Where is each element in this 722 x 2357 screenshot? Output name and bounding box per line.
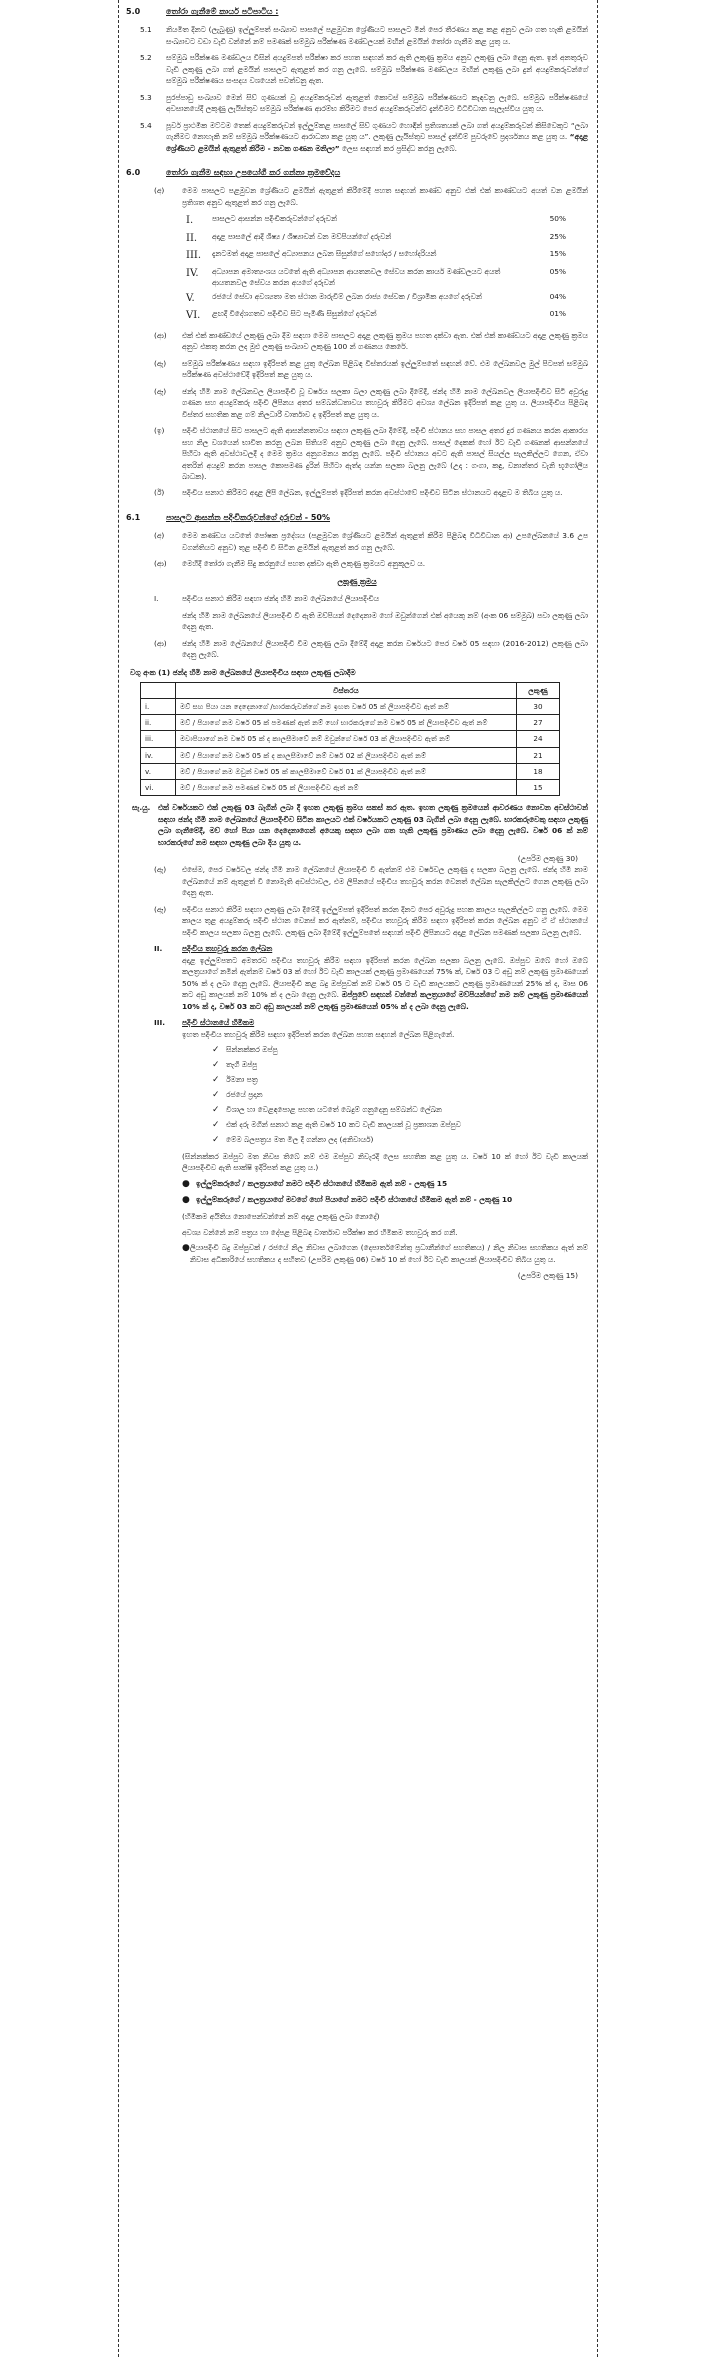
clause-text: පදිංචිය සනාථ කිරීමට අදාළ ලිපි ලේඛන, ඉල්ලුම්පත් ඉදිරිපත් කරන අවස්ථාවේ පදිංචිව සිටින ස්ථානයට අදාළව ම තිබිය යුතු ය.	[182, 488, 563, 498]
category-text: රජයේ සේවා අවශ්‍යතා මත ස්ථාන මාරුවීම් ලබන රාජ්‍ය සේවක / විශ්‍රාමික අයගේ දරුවන්	[212, 291, 482, 301]
note	[132, 802, 588, 848]
category-row	[186, 266, 566, 289]
category-percent: 15%	[549, 249, 566, 259]
checkmark-icon: ✓	[212, 1059, 220, 1070]
clause-label: (ඊ)	[154, 488, 165, 498]
category-list	[186, 213, 566, 323]
marks-text: ඡන්ද හිමි නාම ලේඛනයේ ලියාපදිංචි වී ඇති ඔව්පියන් දෙදෙනාම හෝ ඔවුන්ගෙන් එක් අයෙකු නම් (අංක 06 සම්මුඛ) පවා ලකුණු ලබා දෙනු ඇත.	[182, 610, 588, 632]
clause-label: (ඈ)	[154, 386, 167, 396]
clause-label: (ඈ)	[154, 904, 167, 914]
row-description: මව් / පියාගේ නම වර්ෂ 05 ක් ද කාලසීමාවේ නම් වර්ෂ 02 ක් ලියාපදිංචිව ඇත් නම්	[176, 747, 517, 763]
max-marks: (උපරිම ලකුණු 15)	[517, 1271, 578, 1281]
bullet-icon: ●	[182, 1178, 190, 1189]
clause-text: එක් එක් කාණ්ඩයේ ලකුණු ලබා දීම සඳහා මෙම පාසලට අදාළ ලකුණු ක්‍රමය පහත දක්වා ඇත. එක් එක් කාණ්ඩයට අදාළ ලකුණු ක්‍රමය අනුව එකතු කරන ලද මුළු ලකුණු සංඛ්‍යාව ලකුණු 100 න් ගණනය කෙරේ.	[182, 330, 588, 352]
marks-text: ඡන්ද හිමි නාම ලේඛනයේ ලියාපදිංචි වීම ලකුණු ලබා දීමේදී අදාළ කරන වර්ෂයට පෙර වර්ෂ 05 සඳහා (2016-2012) ලකුණු ලබා දෙනු ලැබේ.	[182, 638, 588, 660]
section-number: 5.0	[126, 7, 141, 16]
bullet-text: ඉල්ලුම්කරුගේ / කලත්‍රයාගේ මවගේ හෝ පියාගේ නමට පදිංචි ස්ථානයේ හිමිකම ඇත් නම් - ලකුණු 10	[196, 1195, 513, 1205]
bullets-note: (හිමිකම අයිතිය නොපෙන්වන්නේ නම් අදාළ ලකුණු ලබා නොදේ)	[182, 1212, 380, 1222]
clause-6-1-d	[154, 904, 588, 938]
check-text: මේම බලපත්‍රය මත මිල දී ගන්නා ලද (අනිවාර්ය)	[226, 1134, 374, 1144]
clause-text-main: පූර්ව ප්‍රාථමික මට්ටම තෙක් අයදුම්කරුවන් ඉල්ලුම්කළ පාසලේ සිව් ගුණයට හොඳින් ප්‍රතිශතයක් ලබා ගත් අයදුම්කරුවන් කිසිවෙකුට “ලබා ගැනීමට නොහැකි නම් සම්මුඛ පරීක්ෂණයට ආරාධනා කළ යුතු ය”. ලකුණු ලැයිස්තුව පාසල් දැන්වීම් පුවරුවේ ප්‍රදර්ශනය කළ යුතු ය.	[166, 120, 588, 142]
category-row	[186, 308, 566, 324]
check-item	[212, 1044, 588, 1058]
clause-5-3	[140, 92, 588, 115]
bullet-icon: ●	[182, 1243, 190, 1254]
clause-text: පදිංචි ස්ථානයේ සිට පාසලට ඇති ආසන්නතාවය සඳහා ලකුණු ලබා දීමේදී, පදිංචි ස්ථානය සහ පාසල අතර දුර ගණනය කරන ආකාරය සහ නිල වශයෙන් භාවිත කරනු ලබන සිතියම් අනුව ලකුණු ලබා දෙනු ලැබේ. පාසල් දෙකක් හෝ ඊට වැඩි ගණනක් ආසන්නයේ පිහිටා ඇති අවස්ථාවලදී ද මෙම ක්‍රමය අනුගමනය කරනු ලැබේ. පදිංචි ස්ථානය අවට ඇති පාසල් සියල්ල සැලකිල්ලට ගෙන, ඒවා අතරින් අයදුම් කරන පාසල කොපමණ දුරින් පිහිටා ඇත්ද යන්න සලකා බලනු ලැබේ (උදා : ගංගා, කඳු, වනාන්තර වැනි භූගෝලීය බාධක).	[182, 426, 588, 481]
bullet-item	[182, 1178, 588, 1192]
table-row	[141, 731, 560, 747]
check-text: ඊමනා පත්‍ර	[226, 1074, 258, 1084]
table-row	[141, 747, 560, 763]
table-header: ලකුණු	[517, 683, 560, 699]
marks-table	[140, 682, 560, 796]
category-percent: 05%	[549, 266, 566, 276]
category-text: අදාළ පාසලේ ආදි ශිෂ්‍ය / ශිෂ්‍යාවන් වන මව්පියන්ගේ දරුවන්	[212, 231, 392, 241]
marks-label: I.	[154, 594, 159, 604]
category-number: V.	[186, 292, 195, 304]
row-score: 30	[517, 699, 560, 715]
clause-text: එසේම, පෙර වර්ෂවල ඡන්ද හිමි නාම ලේඛනයේ ලියාපදිංචි වී ඇත්නම් එම වර්ෂවල ලකුණු ද සලකා බලනු ලැබේ. ඡන්ද හිමි නාම ලේඛනයේ නම් ඇතුළත් වී නොමැති අවස්ථාවල, එම ලිපිනයේ පදිංචිය තහවුරු කරන වෙනත් ලේඛන සැලකිල්ලට ගෙන ලකුණු ලබා දෙනු ඇත.	[182, 865, 588, 898]
section-6-0	[126, 167, 588, 179]
clause-text	[166, 120, 588, 154]
note-label: සැ.යු.	[132, 803, 151, 813]
section-6-1	[126, 512, 588, 524]
clause-text: පුරප්පාඩු සංඛ්‍යාව මෙන් සිව් ගුණයක් වූ අයදුම්කරුවන් ඇතුළත් කොටස් සම්මුඛ පරීක්ෂණයට කැඳවනු ලැබේ. සම්මුඛ පරීක්ෂණයේ අවසානයේදී ලකුණු ලැයිස්තුව සම්මුඛ පරීක්ෂණ ආරම්භ කිරීමට පෙර අයදුම්කරුවන්ට දැන්වීමට විධිවිධාන සැලැස්විය යුතු ය.	[166, 92, 588, 114]
category-row	[186, 231, 566, 247]
row-score: 27	[517, 715, 560, 731]
category-percent: 25%	[549, 231, 566, 241]
section-ii	[154, 943, 588, 1012]
category-row	[186, 248, 566, 264]
checkmark-icon: ✓	[212, 1074, 220, 1085]
bullets-followup: අවශ්‍ය වන්නේ නම් පත්‍රය හා දේපළ පිළිබඳ වාර්තාව පරීක්ෂා කර හිමිකම තහවුරු කර ගනී.	[182, 1227, 458, 1237]
clause-number: 5.1	[140, 25, 152, 35]
clause-6-f	[154, 487, 588, 498]
clause-text: සම්මුඛ පරීක්ෂණ මණ්ඩලය විසින් අයදුම්පත් පරීක්ෂා කර පහත සඳහන් කර ඇති ලකුණු ක්‍රමය අනුව ලකුණු ලබා දෙනු ඇත. ඉන් අනතුරුව වැඩි ලකුණු ලබා ගත් ළමයින් පාසලට ඇතුළත් කර ගනු ලැබේ. සම්මුඛ පරීක්ෂණ මණ්ඩලය මඟින් ලකුණු ලබා දුන් අයදුම්කරුවන්ගේ සම්මුඛ පරීක්ෂණය සංසදය වශයෙන් පවත්වනු ඇත.	[166, 53, 588, 86]
category-number: II.	[186, 232, 198, 244]
clause-6-1-a	[154, 530, 588, 553]
table-header-row	[141, 683, 560, 699]
category-number: I.	[186, 215, 194, 227]
marks-text: පදිංචිය සනාථ කිරීම සඳහා ඡන්ද හිමි නාම ලේඛනයේ ලියාපදිංචිය	[182, 594, 380, 604]
category-percent: 04%	[549, 291, 566, 301]
category-number: III.	[186, 250, 202, 262]
row-description: මව් / පියාගේ නම වර්ෂ 05 ක් පමණක් ඇත් නම් හෝ භාරකරුගේ නම වර්ෂ 05 ක් ලියාපදිංචිව ඇත් නම්	[176, 715, 517, 731]
clause-label: (අ)	[154, 531, 165, 541]
clause-6-1-b	[154, 558, 588, 569]
section-ii-text: අදාළ ඉල්ලුම්පතට අමතරව පදිංචිය තහවුරු කිරීම සඳහා ඉදිරිපත් කරන ලේඛන සලකා බලනු ලැබේ. ඔප්පුව ඔබේ හෝ ඔබේ කලත්‍රයාගේ නමින් ඇත්නම් වර්ෂ 03 ක් හෝ ඊට වැඩි කාලයක් ලකුණු ප්‍රමාණයෙන් 75% ක්, වර්ෂ 03 ට අඩු නම් ලකුණු ප්‍රමාණයෙන් 50% ක් ද ලබා දෙනු ලැබේ. ලියාපදිංචි කළ බදු ඔප්පුවක් නම් වර්ෂ 05 ට වැඩි කාලයකට ලකුණු ප්‍රමාණයෙන් 25% ක් ද, මාස 06 කට අඩු කාලයක් නම් 10% ක් ද ලබා දෙනු ලැබේ.	[182, 955, 588, 1000]
category-percent: 01%	[549, 309, 566, 319]
table-header	[141, 683, 176, 699]
section-iii-text: ඉහත පදිංචිය තහවුරු කිරීම සඳහා ඉදිරිපත් කරන ලේඛන පහත සඳහන් ලේඛන පිළිගැනේ.	[182, 1029, 455, 1039]
check-text: රජයේ ප්‍රදාන	[226, 1089, 263, 1099]
category-text: පාසලට ආසන්න පදිංචිකරුවන්ගේ දරුවන්	[212, 214, 337, 224]
category-text: දැනටමත් අදාළ පාසලේ අධ්‍යාපනය ලබන සිසුන්ගේ සහෝදර / සහෝදරියන්	[212, 249, 437, 259]
category-row	[186, 213, 566, 229]
check-item	[212, 1119, 588, 1133]
clause-label: (අ)	[154, 186, 165, 196]
category-number: IV.	[186, 267, 199, 279]
clause-6-d	[154, 386, 588, 420]
section-title: තෝරා ගැනීමේ කාර්ය පටිපාටිය :	[166, 7, 279, 16]
clause-6-a	[154, 185, 588, 208]
marks-item	[182, 610, 588, 633]
marks-item	[154, 638, 588, 661]
clause-5-2	[140, 52, 588, 86]
category-text: අධ්‍යාපන අමාත්‍යංශය යටතේ ඇති අධ්‍යාපන ආයතනවල සේවය කරන කාර්ය මණ්ඩලයට අයත් ආයතනවල සේවය කරන අයගේ දරුවන්	[212, 266, 501, 288]
row-number: i.	[141, 699, 176, 715]
row-score: 24	[517, 731, 560, 747]
checkmark-icon: ✓	[212, 1119, 220, 1130]
row-score: 18	[517, 763, 560, 779]
section-ii-bold: ඔප්පුවේ සඳහන් වන්නේ කලත්‍රයාගේ මව්පියන්ගේ නම නම් ලකුණු ප්‍රමාණයෙන් 10% ක් ද, වර්ෂ 03 කට අඩු කාලයක් නම් ලකුණු ප්‍රමාණයෙන් 05% ක් ද ලබා දෙනු ලැබේ.	[182, 990, 588, 1011]
check-item	[212, 1104, 588, 1118]
section-iii	[154, 1017, 588, 1265]
clause-number: 5.3	[140, 92, 152, 102]
section-ii-title: පදිංචිය තහවුරු කරන ලේඛන	[182, 944, 273, 954]
max-marks: (උපරිම ලකුණු 30)	[517, 853, 578, 863]
clause-label: (ආ)	[154, 330, 167, 340]
table-row	[141, 779, 560, 795]
checkmark-icon: ✓	[212, 1134, 220, 1145]
row-number: v.	[141, 763, 176, 779]
clause-text: ඡන්ද හිමි නාම ලේඛනවල ලියාපදිංචි වූ වර්ෂය සලකා බලා ලකුණු ලබා දීමේදී, ඡන්ද හිමි නාම ලේඛනවල ලියාපදිංචිව සිටි අවුරුදු ගණන සහ අයදුම්කරු පදිංචි ලිපිනය අතර සම්බන්ධතාවය තහවුරු කිරීමට අවශ්‍ය ලේඛන ඉදිරිපත් කළ යුතු ය. ලියාපදිංචිය පිළිබඳ විස්තර සහතික කළ ගම් නිලධාරී වාර්තාව ද ඉදිරිපත් කළ යුතු ය.	[182, 386, 588, 419]
table-row	[141, 763, 560, 779]
section-iii-label: III.	[154, 1018, 166, 1028]
row-number: iv.	[141, 747, 176, 763]
clause-text: පදිංචිය සනාථ කිරීම සඳහා ලකුණු ලබා දීමේදී ඉල්ලුම්පත් ඉදිරිපත් කරන දිනට පෙර අවුරුදු පහක කාලය සැලකිල්ලට ගනු ලැබේ. මෙම කාලය තුළ අයදුම්කරු පදිංචි ස්ථාන වෙනස් කර ඇත්නම්, පදිංචිය තහවුරු කිරීම සඳහා ඉදිරිපත් කරන ලේඛන අනුව ඒ ඒ ස්ථානයේ පදිංචි කාලය සලකා බලනු ලැබේ. ලකුණු ලබා දීමේදී ඉල්ලුම්පතේ සඳහන් පදිංචි ලිපිනයට අදාළ ලේඛන පමණක් සලකා බලනු ලැබේ.	[182, 904, 588, 937]
marks-label: (ආ)	[154, 638, 167, 648]
row-number: iii.	[141, 731, 176, 747]
bullet-text: ඉල්ලුම්කරුගේ / කලත්‍රයාගේ නමට පදිංචි ස්ථානයේ හිමිකම ඇත් නම් - ලකුණු 15	[196, 1178, 448, 1188]
category-percent: 50%	[549, 214, 566, 224]
bullet-text: ලියාපදිංචි බදු ඔප්පුවක් / රජයේ නිල නිවාස ලබාගෙන (දෙපාර්තමේන්තු ප්‍රධානීන්ගේ සහතිකය) / නිල නිවාස සහතිකය ඇත් නම් නිවාස අධිකාරියේ සහතිකය ද සහිතව (උපරිම ලකුණු 06) වර්ෂ 10 ක් හෝ ඊට වැඩි කාලයක් ලියාපදිංචිව තිබිය යුතු ය.	[189, 1243, 588, 1264]
section-title: පාසලට ආසන්න පදිංචිකරුවන්ගේ දරුවන් - 50%	[166, 512, 331, 522]
checkmark-icon: ✓	[212, 1045, 220, 1056]
check-item	[212, 1074, 588, 1088]
check-text: එක් දරු මගින් සනාථ කළ ඇති වර්ෂ 10 කට වැඩි කාලයක් වූ ප්‍රකාශන ඔප්පුව	[226, 1119, 461, 1129]
clause-label: (ඇ)	[154, 358, 167, 368]
clause-6-b	[154, 330, 588, 353]
clause-text: මෙම කණ්ඩය යටතේ පෝෂක ප්‍රදේශය (පළමුවන ශ්‍රේණියට ළමයින් ඇතුළත් කිරීම පිළිබඳ විධිවිධාන ආ) උපලේඛනයේ 3.6 උප වගන්තියට අනුව) තුළ පදිංචි වී සිටින ළමයින් ඇතුළත් කර ගනු ලැබේ.	[182, 531, 588, 552]
row-description: මව් සහ පියා යන දෙදෙනාගේ /භාරකරුවන්ගේ නම ඉහත වර්ෂ 05 ක් ලියාපදිංචිව ඇත් නම්	[176, 699, 517, 715]
clause-text: මෙම පාසලට පළමුවන ශ්‍රේණියට ළමයින් ඇතුළත් කිරීමේදී පහත සඳහන් කාණ්ඩ අනුව එක් එක් කාණ්ඩයට අයත් වන ළමයින් ප්‍රතිශත අනුව ඇතුළත් කර ගනු ලැබේ.	[182, 186, 588, 207]
clause-label: (ඇ)	[154, 865, 167, 875]
clause-6-e	[154, 425, 588, 482]
row-description: මව් / පියාගේ නම ඔවුන් වර්ෂ 05 ක් කාලසීමාවේ වර්ෂ 01 ක් ලියාපදිංචිව ඇත් නම්	[176, 763, 517, 779]
clause-number: 5.2	[140, 53, 152, 63]
clause-number: 5.4	[140, 120, 152, 130]
check-text: විශාල හා වෙළඳපොළ පහත යටතේ බෙදුම් ගනුදෙනු සම්බන්ධ ලේඛන	[226, 1104, 442, 1114]
marks-item	[154, 593, 588, 604]
row-score: 21	[517, 747, 560, 763]
bullet-item	[182, 1242, 588, 1265]
check-text: සින්නක්කර ඔප්පු	[226, 1045, 278, 1055]
row-number: vi.	[141, 779, 176, 795]
clause-label: (ඉ)	[154, 426, 165, 436]
section-title: තෝරා ගැනීම සඳහා උපයෝගී කර ගන්නා ක්‍රමවේදය	[166, 168, 341, 178]
section-iii-title: පදිංචි ස්ථානයේ හිමිකම	[182, 1018, 255, 1028]
row-description: මව් / පියාගේ නම පමණක් වර්ෂ 05 ක් ලියාපදිංචිව ඇත් නම්	[176, 779, 517, 795]
check-text: තෑගි ඔප්පු	[226, 1059, 258, 1069]
row-score: 15	[517, 779, 560, 795]
table-header: විස්තරය	[176, 683, 517, 699]
clause-text-tail: ලෙස සඳහන් කර ප්‍රසිද්ධ කරනු ලැබේ.	[341, 143, 457, 153]
clause-label: (ආ)	[154, 559, 167, 569]
checkmark-icon: ✓	[212, 1089, 220, 1100]
marks-heading: ලකුණු ක්‍රමය	[337, 576, 377, 586]
clause-text: මෙහිදී තෝරා ගැනීම සිදු කරනුයේ පහත දක්වා ඇති ලකුණු ක්‍රමයට අනුකූලව ය.	[182, 559, 426, 569]
clause-5-4	[140, 120, 588, 154]
row-number: ii.	[141, 715, 176, 731]
check-item	[212, 1089, 588, 1103]
section-number: 6.1	[126, 512, 141, 522]
check-item	[212, 1059, 588, 1073]
section-number: 6.0	[126, 168, 141, 178]
section-5-0	[126, 6, 588, 18]
clause-6-c	[154, 358, 588, 381]
clause-6-1-c	[154, 864, 588, 898]
document-body	[126, 6, 588, 1282]
clause-5-1	[140, 24, 588, 47]
table-row	[141, 715, 560, 731]
table-caption: වගු අංක (1) ඡන්ද හිමි නාම ලේඛනයේ ලියාපදිංචිය සඳහා ලකුණු ලබාදීම	[130, 667, 356, 677]
bullet-item	[182, 1194, 588, 1208]
note-text: එක් වර්ෂයකට එක් ලකුණු 03 බැගින් ලබා දී ඉහත ලකුණු ක්‍රමය සකස් කර ඇත. ඉහත ලකුණු ක්‍රමයෙන් ආවරණය නොවන අවස්ථාවන් සඳහා ඡන්ද හිමි නාම ලේඛනයේ ලියාපදිංචිව සිටින කාලයට එක් වර්ෂයකට ලකුණු 03 බැගින් ලබා දෙනු ලැබේ. භාරකරුවෙකු සඳහා ලකුණු ලබා ගැනීමේදී, මව් හෝ පියා යන දෙදෙනාගෙන් අයෙකු සඳහා ලබා ගත හැකි ලකුණු ප්‍රමාණය ලබා දෙනු ලැබේ. වර්ෂ 06 ක් නම් භාරකරුගේ නම සඳහා ලකුණු ලබා දිය යුතු ය.	[158, 803, 588, 847]
clause-text-bold: “අදාළ ශ්‍රේණියට ළමයින් ඇතුළත් කිරීම - නවක ගණන මනිලා”	[166, 132, 588, 153]
bullet-icon: ●	[182, 1195, 190, 1206]
check-item	[212, 1134, 588, 1148]
checkmark-icon: ✓	[212, 1104, 220, 1115]
section-ii-label: II.	[154, 944, 163, 954]
row-description: මවාපියාගේ නම වර්ෂ 05 ක් ද කාලසීමාවේ නම් ඔවුන්ගේ වර්ෂ 03 ක් ලියාපදිංචිව ඇත් නම්	[176, 731, 517, 747]
clause-text: නියමිත දිනට (ලැබුණු) ඉල්ලුම්පත් සංඛ්‍යාව පාසලේ පළමුවන ශ්‍රේණියට පාසලට මින් පෙර තීරණය කළ කළ අනුව ලබා ගත හැකි ළමයින් සංඛ්‍යාවට වඩා වැඩි වන්නේ නම් පමණක් සම්මුඛ පරීක්ෂණ මණ්ඩලයක් මඟින් ළමයින් තෝරා ගැනීම කළ යුතු ය.	[166, 25, 588, 46]
category-row	[186, 291, 566, 307]
table-row	[141, 699, 560, 715]
checks-note: (සින්නක්කර ඔප්පුව මත නිවස තිබේ නම් එම ඔප්පුව නිවැරදි ලෙස සහතික කළ යුතු ය. වර්ෂ 10 ක් හෝ ඊට වැඩි කාලයක් ලියාපදිංචිව ඇති සාක්ෂි ඉදිරිපත් කළ යුතු ය.)	[182, 1151, 588, 1173]
clause-text: සම්මුඛ පරීක්ෂණය සඳහා ඉදිරිපත් කළ යුතු ලේඛන පිළිබඳ විස්තරයක් ඉල්ලුම්පතේ සඳහන් වේ. එම ලේඛනවල මුල් පිටපත් සම්මුඛ පරීක්ෂණ අවස්ථාවේදී ඉදිරිපත් කළ යුතු ය.	[182, 358, 588, 380]
category-text: ළඟදී විදේශගතව පදිංචිව සිට පැමිණි සිසුන්ගේ දරුවන්	[212, 309, 377, 319]
category-number: VI.	[186, 310, 201, 322]
document-checklist	[212, 1044, 588, 1148]
